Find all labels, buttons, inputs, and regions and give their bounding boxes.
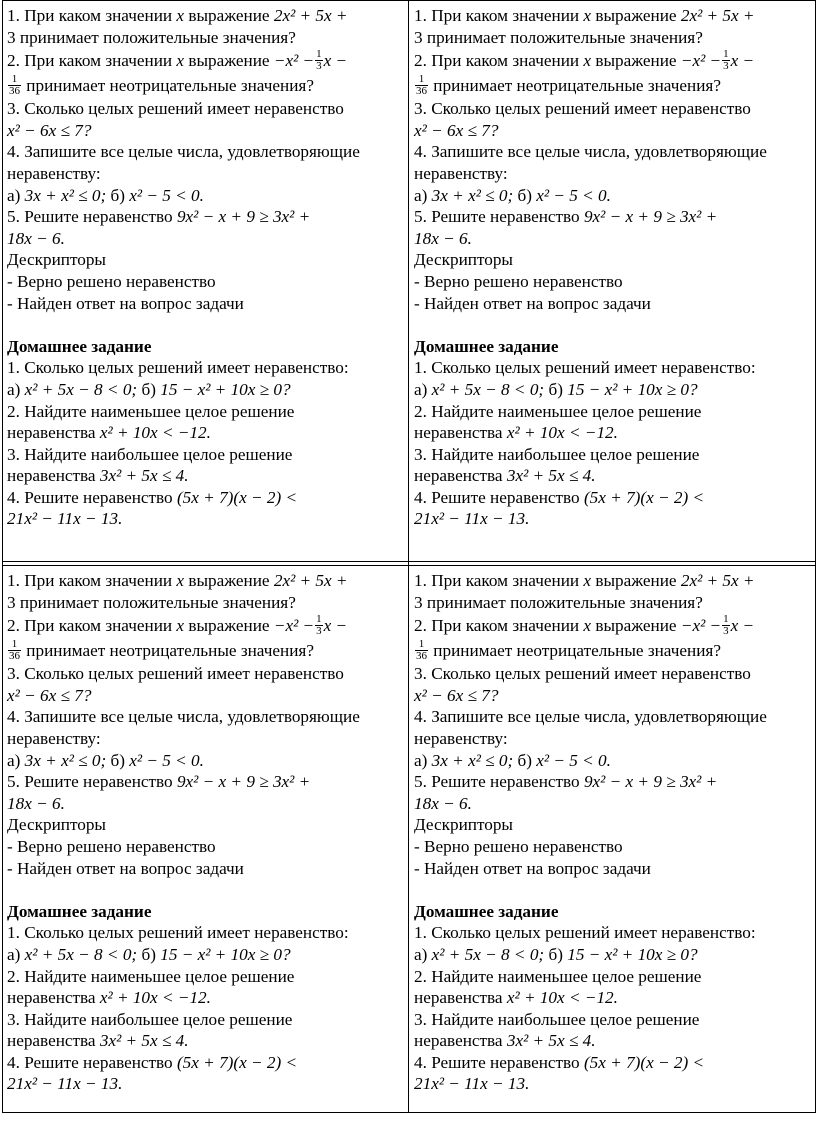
card-top-left: 1. При каком значении x выражение 2x² + 5x + 3 принимает положительные значения? 2. При каком значении x выражение −x² − $\frac{1}{3}$ x − $\frac{1}{36}$ принимает неотрицательные значения? 3. Сколько целых решений имеет неравенство x² − 6x ≤ 7? 4. Запишите все целые числа, удовлетворяющие неравенству: а) 3x + x² ≤ 0; б) x² − 5 < 0. 5. Решите неравенство 9x² − x + 9 ≥ 3x² + 18x − 6. Дескрипторы - Верно решено неравенство - Найден ответ на вопрос задачи Домашнее задание 1. Сколько целых решений имеет неравенство: а) x² + 5x − 8 < 0; б) 15 − x² + 10x ≥ 0? 2. Найдите наименьшее целое решение неравенства x² + 10x < −12. 3. Найдите наибольшее целое решение неравенства 3x² + 5x ≤ 4. 4. Решите неравенство (5x + 7)(x − 2) < 21x² − 11x − 13.: [7, 6, 360, 529]
card-top-right: 1. При каком значении x выражение 2x² + 5x + 3 принимает положительные значения? 2. При каком значении x выражение −x² − $\frac{1}{3}$ x − $\frac{1}{36}$ принимает неотрицательные значения? 3. Сколько целых решений имеет неравенство x² − 6x ≤ 7? 4. Запишите все целые числа, удовлетворяющие неравенству: а) 3x + x² ≤ 0; б) x² − 5 < 0. 5. Решите неравенство 9x² − x + 9 ≥ 3x² + 18x − 6. Дескрипторы - Верно решено неравенство - Найден ответ на вопрос задачи Домашнее задание 1. Сколько целых решений имеет неравенство: а) x² + 5x − 8 < 0; б) 15 − x² + 10x ≥ 0? 2. Найдите наименьшее целое решение неравенства x² + 10x < −12. 3. Найдите наибольшее целое решение неравенства 3x² + 5x ≤ 4. 4. Решите неравенство (5x + 7)(x − 2) < 21x² − 11x − 13.: [414, 6, 767, 529]
table-border-left: [2, 0, 3, 1113]
table-border-bottom: [2, 1112, 816, 1113]
card-bottom-left: 1. При каком значении x выражение 2x² + 5x + 3 принимает положительные значения? 2. При каком значении x выражение −x² − $\frac{1}{3}$ x − $\frac{1}{36}$ принимает неотрицательные значения? 3. Сколько целых решений имеет неравенство x² − 6x ≤ 7? 4. Запишите все целые числа, удовлетворяющие неравенству: а) 3x + x² ≤ 0; б) x² − 5 < 0. 5. Решите неравенство 9x² − x + 9 ≥ 3x² + 18x − 6. Дескрипторы - Верно решено неравенство - Найден ответ на вопрос задачи Домашнее задание 1. Сколько целых решений имеет неравенство: а) x² + 5x − 8 < 0; б) 15 − x² + 10x ≥ 0? 2. Найдите наименьшее целое решение неравенства x² + 10x < −12. 3. Найдите наибольшее целое решение неравенства 3x² + 5x ≤ 4. 4. Решите неравенство (5x + 7)(x − 2) < 21x² − 11x − 13.: [7, 571, 360, 1094]
table-border-top: [2, 0, 816, 1]
card-bottom-right: 1. При каком значении x выражение 2x² + 5x + 3 принимает положительные значения? 2. При каком значении x выражение −x² − $\frac{1}{3}$ x − $\frac{1}{36}$ принимает неотрицательные значения? 3. Сколько целых решений имеет неравенство x² − 6x ≤ 7? 4. Запишите все целые числа, удовлетворяющие неравенству: а) 3x + x² ≤ 0; б) x² − 5 < 0. 5. Решите неравенство 9x² − x + 9 ≥ 3x² + 18x − 6. Дескрипторы - Верно решено неравенство - Найден ответ на вопрос задачи Домашнее задание 1. Сколько целых решений имеет неравенство: а) x² + 5x − 8 < 0; б) 15 − x² + 10x ≥ 0? 2. Найдите наименьшее целое решение неравенства x² + 10x < −12. 3. Найдите наибольшее целое решение неравенства 3x² + 5x ≤ 4. 4. Решите неравенство (5x + 7)(x − 2) < 21x² − 11x − 13.: [414, 571, 767, 1094]
table-row-divider-2: [2, 565, 816, 566]
table-border-middle: [408, 0, 409, 1113]
table-row-divider: [2, 561, 816, 562]
